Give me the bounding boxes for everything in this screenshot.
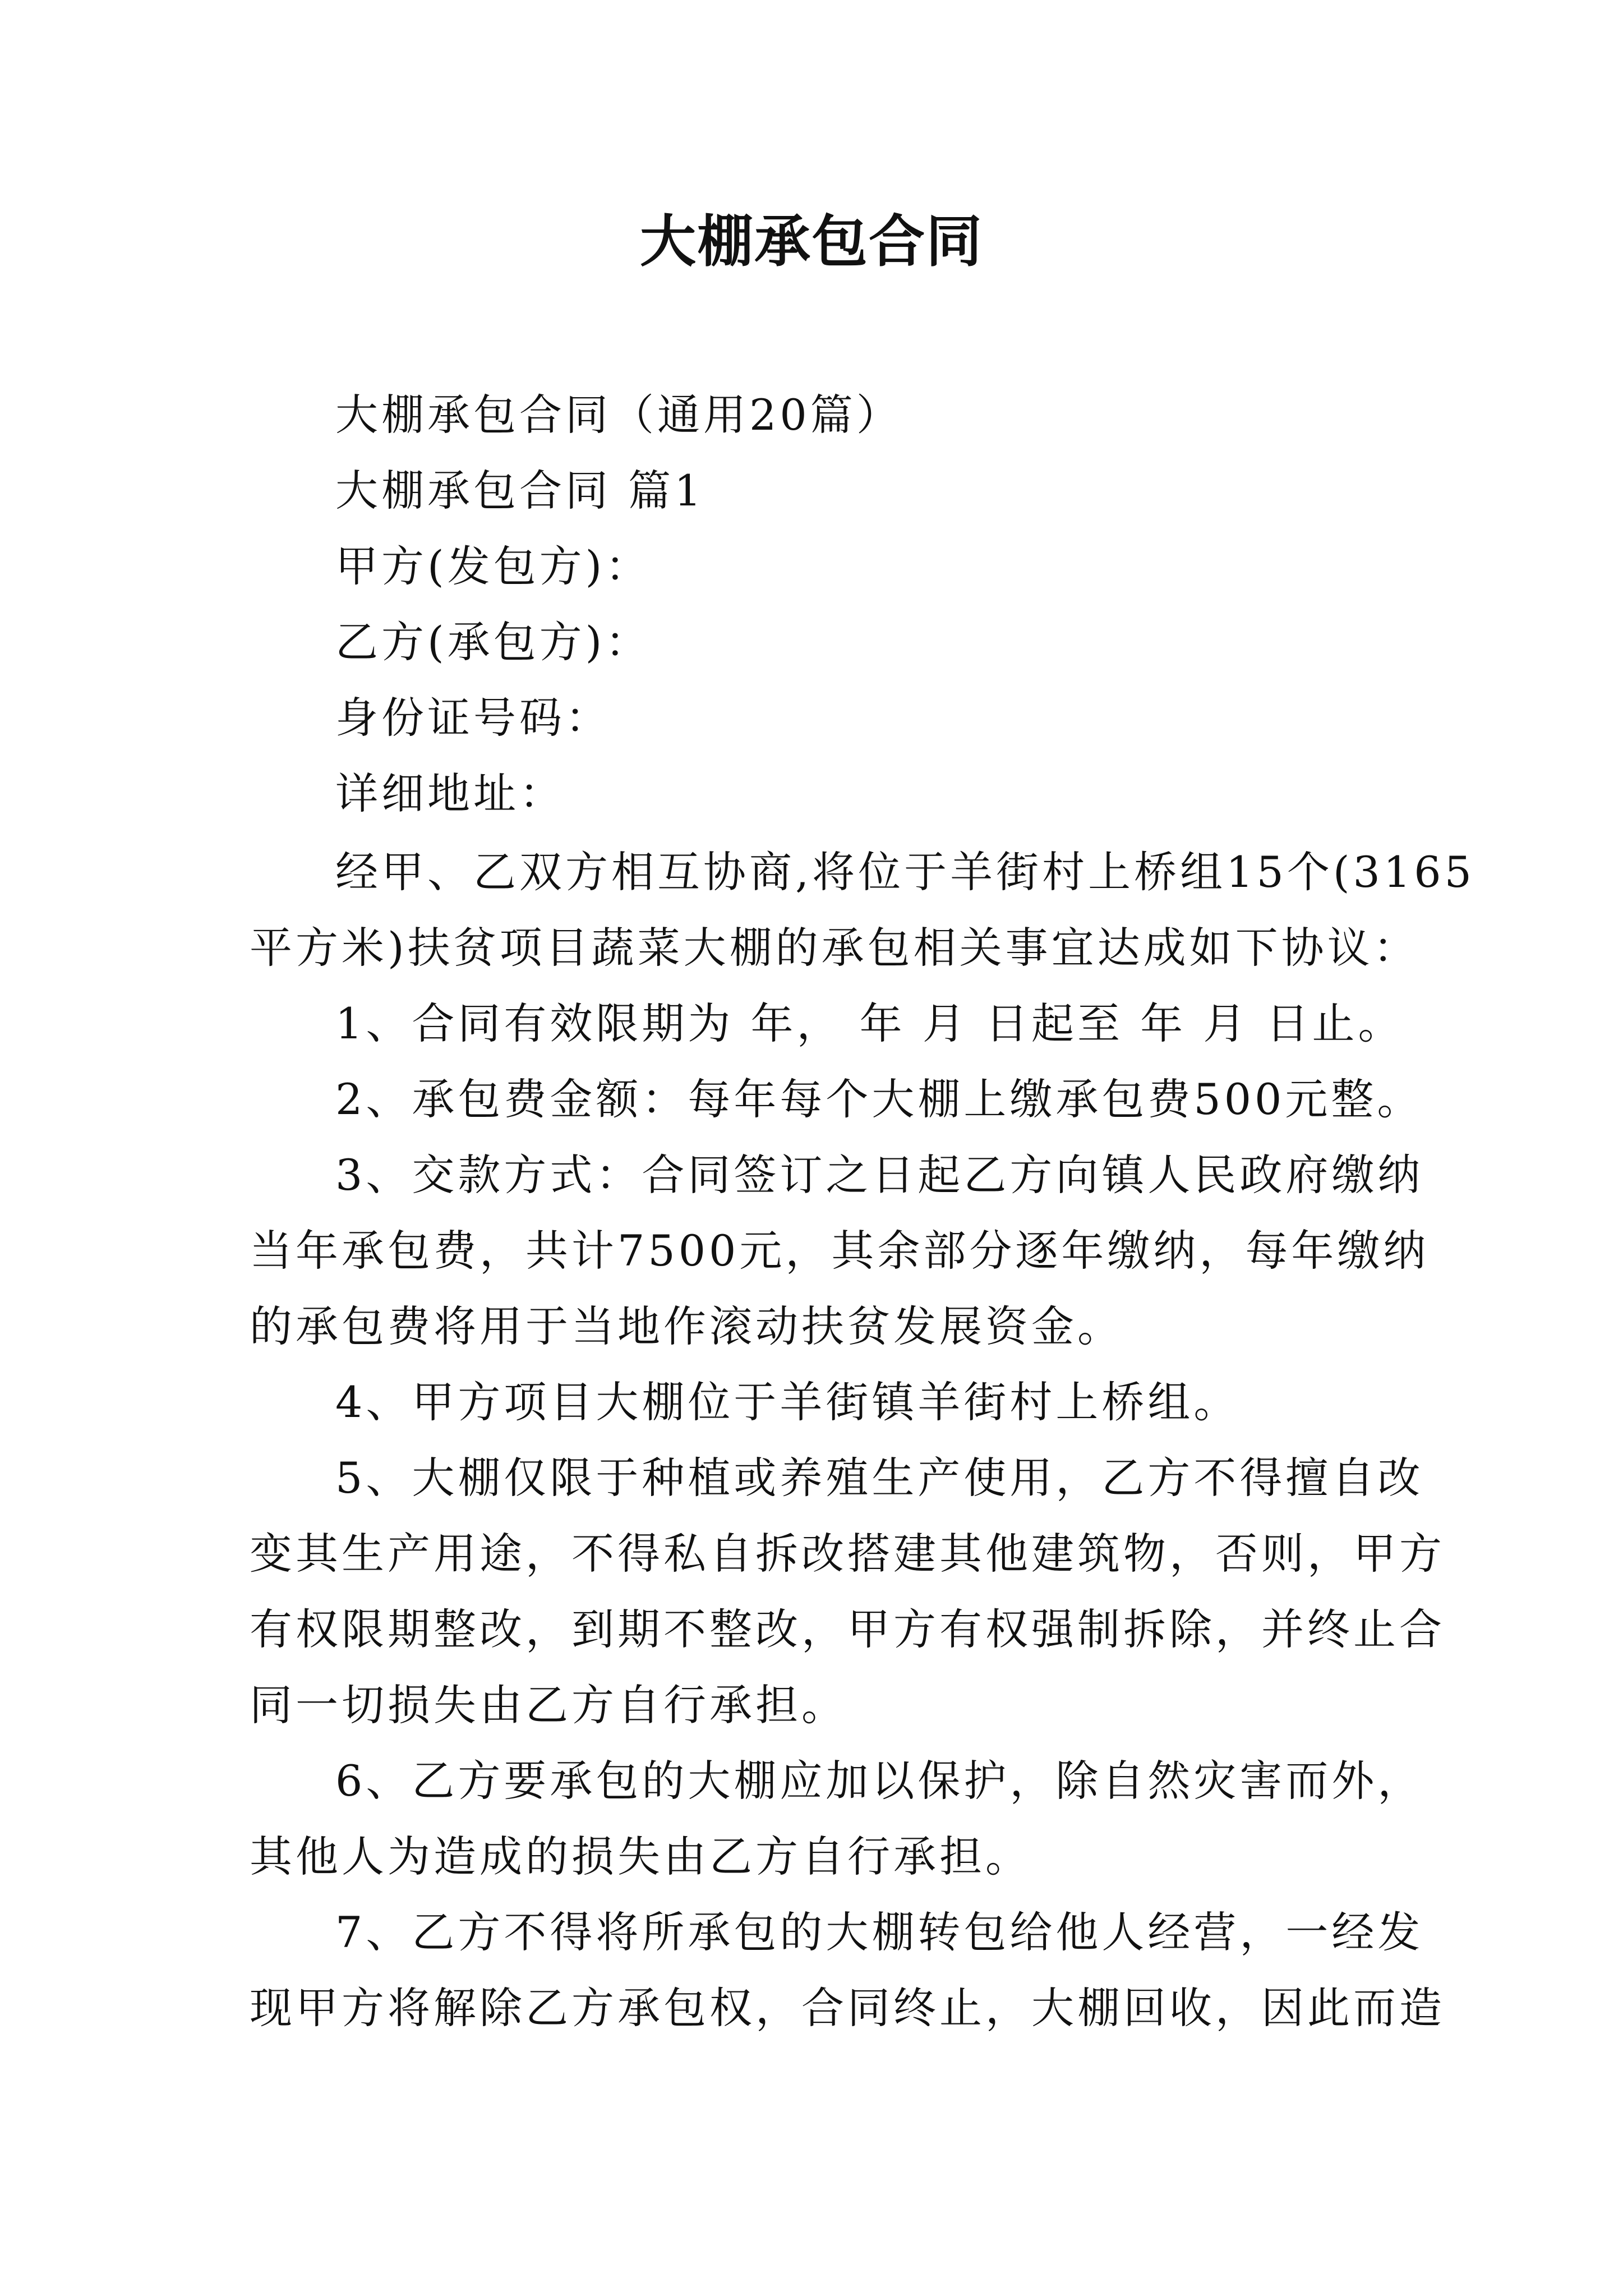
paragraph-payment-line-3: 的承包费将用于当地作滚动扶贫发展资金。	[250, 1301, 1123, 1351]
address-field: 详细地址：	[335, 769, 565, 818]
paragraph-term: 1、合同有效限期为 年， 年 月 日起至 年 月 日止。	[335, 999, 1404, 1048]
paragraph-use-line-3: 有权限期整改，到期不整改，甲方有权强制拆除，并终止合	[250, 1604, 1445, 1654]
section-heading: 大棚承包合同 篇1	[335, 466, 705, 516]
id-number-field: 身份证号码：	[335, 693, 611, 743]
paragraph-location: 4、甲方项目大棚位于羊街镇羊街村上桥组。	[335, 1377, 1240, 1427]
document-subtitle: 大棚承包合同（通用20篇）	[335, 390, 902, 440]
paragraph-intro-line-2: 平方米)扶贫项目蔬菜大棚的承包相关事宜达成如下协议：	[250, 923, 1419, 973]
paragraph-fee: 2、承包费金额：每年每个大棚上缴承包费500元整。	[335, 1074, 1423, 1124]
paragraph-payment-line-2: 当年承包费，共计7500元，其余部分逐年缴纳，每年缴纳	[250, 1226, 1430, 1276]
paragraph-use-line-2: 变其生产用途，不得私自拆改搭建其他建筑物，否则，甲方	[250, 1529, 1445, 1579]
paragraph-use-line-4: 同一切损失由乙方自行承担。	[250, 1680, 847, 1730]
document-title: 大棚承包合同	[640, 208, 983, 274]
paragraph-protection-line-1: 6、乙方要承包的大棚应加以保护，除自然灾害而外，	[335, 1756, 1424, 1806]
party-b-field: 乙方(承包方)：	[335, 617, 652, 667]
paragraph-subcontract-line-2: 现甲方将解除乙方承包权，合同终止，大棚回收，因此而造	[250, 1983, 1445, 2033]
paragraph-intro-line-1: 经甲、乙双方相互协商,将位于羊街村上桥组15个(3165	[335, 847, 1475, 897]
paragraph-payment-line-1: 3、交款方式：合同签订之日起乙方向镇人民政府缴纳	[335, 1150, 1424, 1200]
party-a-field: 甲方(发包方)：	[335, 541, 652, 591]
paragraph-subcontract-line-1: 7、乙方不得将所承包的大棚转包给他人经营，一经发	[335, 1907, 1424, 1957]
paragraph-use-line-1: 5、大棚仅限于种植或养殖生产使用，乙方不得擅自改	[335, 1453, 1424, 1503]
paragraph-protection-line-2: 其他人为造成的损失由乙方自行承担。	[250, 1832, 1031, 1881]
